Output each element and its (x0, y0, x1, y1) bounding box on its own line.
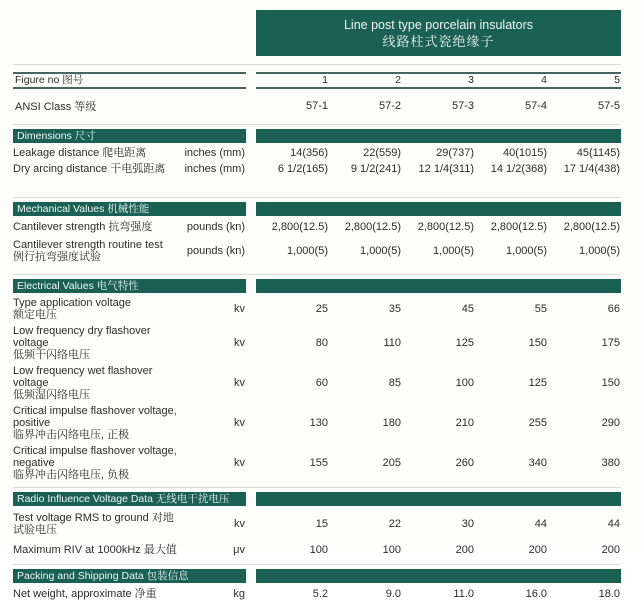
section-title: Radio Influence Voltage Data 无线电干扰电压 (13, 492, 246, 506)
cell-value: 44 (607, 518, 620, 530)
row-label-zh: 例行抗弯强度试验 (13, 251, 101, 263)
section-header-bar (256, 279, 621, 293)
row-label (13, 365, 181, 401)
table-row (13, 443, 621, 483)
ansi-class: 57-5 (597, 100, 620, 112)
table-row (13, 363, 621, 403)
separator-line (13, 64, 621, 65)
cell-value: 15 (315, 518, 328, 530)
cell-value: 16.0 (525, 588, 547, 600)
row-label-text: Test voltage RMS to ground 对地试验电压 (13, 512, 174, 536)
page-title-zh: 线路柱式瓷绝缘子 (382, 33, 495, 49)
cell-value: 55 (534, 303, 547, 315)
separator-line (13, 274, 621, 275)
separator-line (13, 124, 621, 125)
table-row (13, 585, 621, 603)
cell-value: 200 (601, 544, 620, 556)
table-row (13, 540, 621, 560)
section (13, 564, 621, 603)
figure-row (13, 72, 621, 89)
cell-value: 200 (528, 544, 547, 556)
row-unit: kv (234, 417, 245, 429)
cell-value: 155 (309, 457, 328, 469)
row-unit: kv (234, 303, 245, 315)
cell-value: 1,000(5) (433, 245, 474, 257)
separator-line (13, 564, 621, 565)
cell-value: 125 (528, 377, 547, 389)
row-label (13, 297, 181, 321)
separator-line (13, 197, 621, 198)
row-unit: kv (234, 518, 245, 530)
row-label-zh: 临界冲击闪络电压, 负极 (13, 469, 130, 481)
cell-value: 175 (601, 337, 620, 349)
table-row (13, 145, 621, 161)
row-label-zh: 低频湿闪络电压 (13, 389, 90, 401)
section-header (13, 569, 621, 583)
cell-value: 150 (601, 377, 620, 389)
cell-value: 29(737) (436, 147, 474, 159)
section-rows (13, 218, 621, 266)
cell-value: 1,000(5) (360, 245, 401, 257)
cell-value: 100 (309, 544, 328, 556)
cell-value: 2,800(12.5) (344, 221, 401, 233)
figure-row-values (256, 72, 621, 89)
table-row (13, 218, 621, 236)
cell-value: 2,800(12.5) (271, 221, 328, 233)
cell-value: 210 (455, 417, 474, 429)
section (13, 124, 621, 177)
row-label-text: Leakage distance 爬电距离 (13, 147, 147, 159)
cell-value: 14(356) (290, 147, 328, 159)
ansi-class-label: ANSI Class 等级 (15, 101, 97, 113)
section-rows (13, 295, 621, 483)
cell-value: 290 (601, 417, 620, 429)
row-label (13, 325, 181, 361)
row-label-text: Cantilever strength 抗弯强度 (13, 221, 153, 233)
ansi-class: 57-3 (451, 100, 474, 112)
section-header-bar (256, 202, 621, 216)
cell-value: 45 (461, 303, 474, 315)
figure-no: 2 (395, 74, 401, 86)
row-unit: inches (mm) (184, 163, 245, 175)
cell-value: 9 1/2(241) (350, 163, 401, 175)
cell-value: 100 (455, 377, 474, 389)
row-label-text: Critical impulse flashover voltage, positive (13, 405, 177, 429)
table-row (13, 508, 621, 540)
ansi-class: 57-1 (305, 100, 328, 112)
cell-value: 100 (382, 544, 401, 556)
cell-value: 340 (528, 457, 547, 469)
cell-value: 5.2 (312, 588, 328, 600)
section-title: Dimensions 尺寸 (13, 129, 246, 143)
cell-value: 45(1145) (576, 147, 620, 159)
cell-value: 40(1015) (502, 147, 547, 159)
figure-no: 5 (614, 74, 620, 86)
ansi-class: 57-2 (378, 100, 401, 112)
cell-value: 9.0 (385, 588, 401, 600)
cell-value: 22(559) (363, 147, 401, 159)
cell-value: 255 (528, 417, 547, 429)
cell-value: 2,800(12.5) (563, 221, 620, 233)
row-label-zh: 额定电压 (13, 309, 57, 321)
row-label (13, 405, 181, 441)
row-label (13, 239, 181, 263)
row-label (13, 221, 181, 233)
cell-value: 2,800(12.5) (490, 221, 547, 233)
cell-value: 25 (315, 303, 328, 315)
row-label-text: Critical impulse flashover voltage, negative (13, 445, 177, 469)
section-rows (13, 585, 621, 603)
row-label-text: Maximum RIV at 1000kHz 最大值 (13, 544, 177, 556)
table-row (13, 295, 621, 323)
figure-row-label: Figure no 图号 (13, 72, 246, 89)
section-header (13, 202, 621, 216)
row-unit: kv (234, 377, 245, 389)
figure-no: 3 (468, 74, 474, 86)
row-unit: kv (234, 457, 245, 469)
separator-line (13, 487, 621, 488)
row-label-text: Net weight, approximate 净重 (13, 588, 157, 600)
cell-value: 130 (309, 417, 328, 429)
cell-value: 17 1/4(438) (563, 163, 620, 175)
cell-value: 30 (461, 518, 474, 530)
row-unit: inches (mm) (184, 147, 245, 159)
row-label (13, 588, 181, 600)
cell-value: 44 (534, 518, 547, 530)
row-unit: kg (233, 588, 245, 600)
table-row (13, 236, 621, 266)
cell-value: 80 (315, 337, 328, 349)
section-header-bar (256, 569, 621, 583)
section-rows (13, 508, 621, 560)
row-label (13, 147, 181, 159)
table-row (13, 323, 621, 363)
row-label-zh: 低频干闪络电压 (13, 349, 90, 361)
section-header-bar (256, 492, 621, 506)
cell-value: 260 (455, 457, 474, 469)
spec-sections (13, 124, 621, 603)
row-label (13, 445, 181, 481)
table-row (13, 161, 621, 177)
section-title: Packing and Shipping Data 包装信息 (13, 569, 246, 583)
cell-value: 6 1/2(165) (277, 163, 328, 175)
cell-value: 180 (382, 417, 401, 429)
row-label-text: Low frequency wet flashover voltage (13, 365, 153, 389)
page-title (256, 10, 621, 56)
cell-value: 2,800(12.5) (417, 221, 474, 233)
cell-value: 14 1/2(368) (490, 163, 547, 175)
section-header (13, 492, 621, 506)
section-title: Mechanical Values 机械性能 (13, 202, 246, 216)
cell-value: 110 (383, 337, 401, 349)
row-label (13, 544, 181, 556)
row-label-text: Cantilever strength routine test (13, 239, 163, 251)
cell-value: 22 (388, 518, 401, 530)
figure-no: 4 (541, 74, 547, 86)
row-unit: kv (234, 337, 245, 349)
row-label (13, 512, 181, 536)
row-unit: pounds (kn) (186, 221, 245, 233)
section-title: Electrical Values 电气特性 (13, 279, 246, 293)
table-row (13, 403, 621, 443)
page-title-en: Line post type porcelain insulators (343, 17, 533, 32)
cell-value: 66 (607, 303, 620, 315)
ansi-class-row (13, 96, 621, 116)
cell-value: 12 1/4(311) (418, 163, 474, 175)
cell-value: 35 (388, 303, 401, 315)
section-header-bar (256, 129, 621, 143)
cell-value: 1,000(5) (287, 245, 328, 257)
row-label-zh: 临界冲击闪络电压, 正极 (13, 429, 130, 441)
section-rows (13, 145, 621, 177)
cell-value: 11.0 (453, 588, 474, 600)
section (13, 487, 621, 560)
cell-value: 18.0 (598, 588, 620, 600)
row-label-text: Type application voltage (13, 297, 132, 309)
figure-no: 1 (322, 74, 328, 86)
row-label (13, 163, 181, 175)
cell-value: 1,000(5) (579, 245, 620, 257)
row-label-text: Dry arcing distance 干电弧距离 (13, 163, 166, 175)
cell-value: 380 (601, 457, 620, 469)
cell-value: 1,000(5) (506, 245, 547, 257)
cell-value: 125 (455, 337, 474, 349)
cell-value: 200 (455, 544, 474, 556)
section (13, 274, 621, 483)
ansi-class: 57-4 (524, 100, 547, 112)
cell-value: 150 (528, 337, 547, 349)
row-label-text: Low frequency dry flashover voltage (13, 325, 151, 349)
row-unit: pounds (kn) (186, 245, 245, 257)
section (13, 197, 621, 266)
cell-value: 85 (388, 377, 401, 389)
row-unit: μv (233, 544, 245, 556)
cell-value: 205 (382, 457, 401, 469)
section-header (13, 129, 621, 143)
section-header (13, 279, 621, 293)
cell-value: 60 (315, 377, 328, 389)
ansi-class-values (256, 100, 621, 112)
